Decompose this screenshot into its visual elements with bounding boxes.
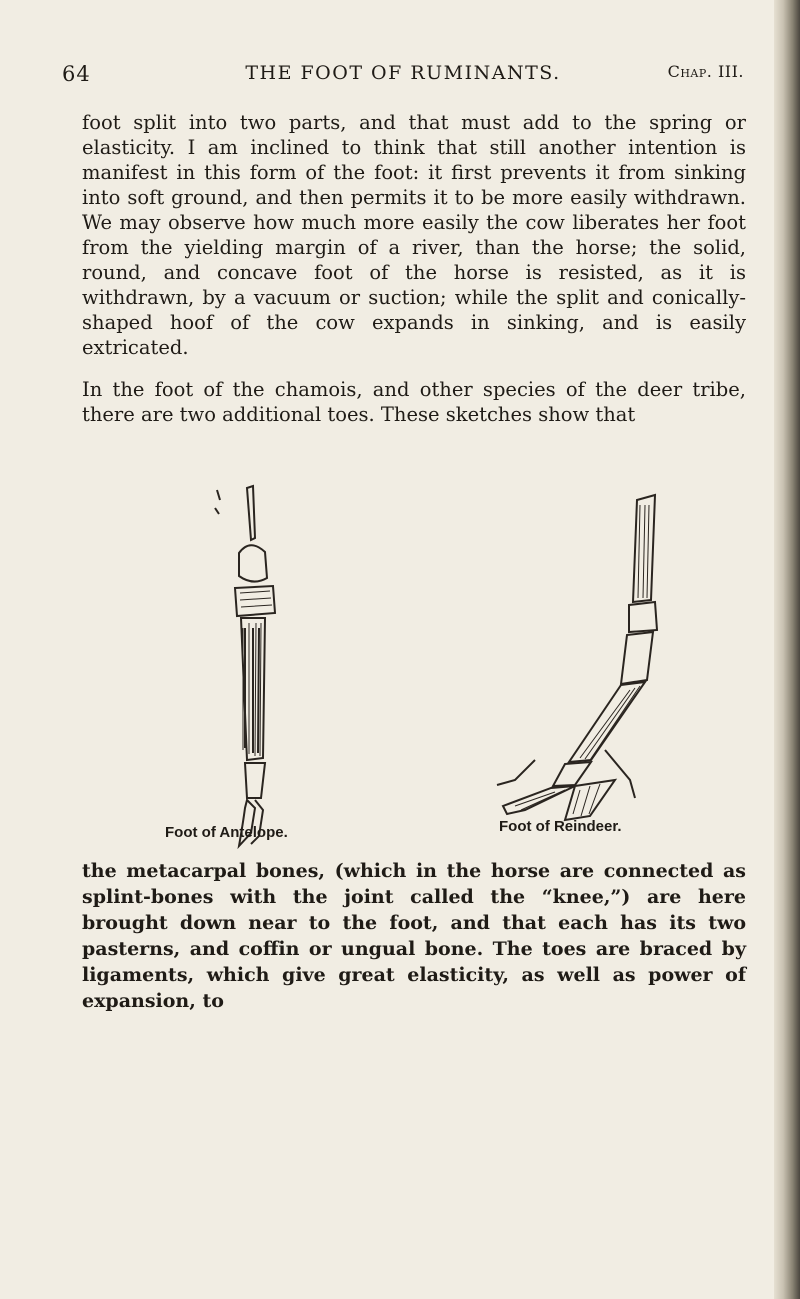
page-number: 64 (62, 62, 91, 86)
reindeer-foot-illustration (415, 480, 715, 830)
running-title: THE FOOT OF RUMINANTS. (245, 62, 561, 84)
body-paragraph-2: In the foot of the chamois, and other species of the deer tribe, there are two additional toes. These sketches show that (82, 378, 746, 426)
figure-caption-reindeer: Foot of Reindeer. (499, 818, 622, 835)
book-spine-edge (774, 0, 800, 1299)
page-header (62, 62, 744, 92)
body-paragraph-3: the metacarpal bones, (which in the horse are connected as splint-bones with the joint called the “knee,”) are here brought down near to the foot, and that each has its two pasterns, and coffin or ungual bone. The toes are braced by ligaments, which give great elasticity, as well as power of expansion, to (82, 860, 746, 1012)
figure-caption-antelope: Foot of Antelope. (165, 824, 288, 841)
antelope-foot-illustration (195, 478, 325, 853)
chapter-label: Chap. III. (667, 62, 744, 81)
body-paragraph-1: foot split into two parts, and that must add to the spring or elasticity. I am inclined to think that still another intention is manifest in this form of the foot: it first prevents it from sinking into soft ground, and then permits it to be more easily withdrawn. We may observe how much more easily the cow liberates her foot from the yielding margin of a river, than the horse; the solid, round, and concave foot of the horse is resisted, as it is withdrawn, by a vacuum or suction; while the split and conically-shaped hoof of the cow expands in sinking, and is easily extricated. (82, 111, 746, 359)
